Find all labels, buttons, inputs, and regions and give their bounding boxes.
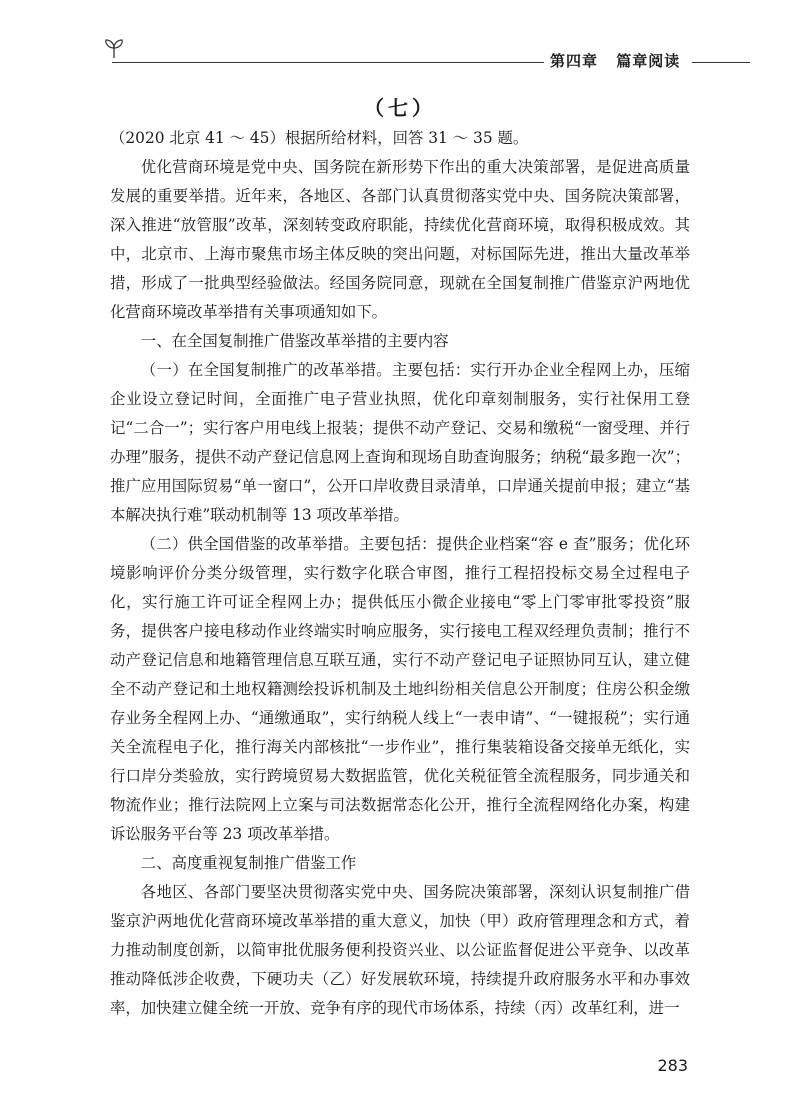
source-note: （2020 北京 41 ～ 45）根据所给材料，回答 31 ～ 35 题。 bbox=[110, 129, 529, 147]
paragraph: 各地区、各部门要坚决贯彻落实党中央、国务院决策部署，深刻认识复制推广借鉴京沪两地优化营商环境改革举措的重大意义，加快（甲）政府管理理念和方式，着力推动制度创新，以简审批优服务便利投资兴业、以公证监督促进公平竞争、以改革推动降低涉企收费，下硬功夫（乙）好发展软环境，持续提升政府服务水平和办事效率，加快建立健全统一开放、竞争有序的现代市场体系，持续（丙）改革红利，进一 bbox=[110, 883, 690, 1017]
section-title: （七） bbox=[364, 96, 436, 120]
heading-1: 一、在全国复制推广借鉴改革举措的主要内容 bbox=[140, 332, 449, 350]
paragraph: （二）供全国借鉴的改革举措。主要包括：提供企业档案“容 e 查”服务；优化环境影响评价分类分级管理，实行数字化联合审图，推行工程招投标交易全过程电子化，实行施工许可证全程网上办；提供低压小微企业接电“零上门零审批零投资”服务，提供客户接电移动作业终端实时响应服务，实行接电工程双经理负责制；推行不动产登记信息和地籍管理信息互联互通，实行不动产登记电子证照协同互认，建立健全不动产登记和土地权籍测绘投诉机制及土地纠纷相关信息公开制度；住房公积金缴存业务全程网上办、“通缴通取”，实行纳税人线上“一表申请”、“一键报税”；实行通关全流程电子化，推行海关内部核批“一步作业”，推行集装箱设备交接单无纸化，实行口岸分类验放，实行跨境贸易大数据监管，优化关税征管全流程服务，同步通关和物流作业；推行法院网上立案与司法数据常态化公开，推行全流程网络化办案，构建诉讼服务平台等 23 项改革举措。 bbox=[110, 535, 690, 843]
header-rule-left bbox=[112, 62, 544, 63]
heading-2: 二、高度重视复制推广借鉴工作 bbox=[140, 854, 357, 872]
running-header bbox=[550, 50, 680, 71]
chapter-title: 篇章阅读 bbox=[616, 52, 681, 70]
paragraph: （一）在全国复制推广的改革举措。主要包括：实行开办企业全程网上办，压缩企业设立登记时间，全面推广电子营业执照，优化印章刻制服务，实行社保用工登记“二合一”；实行客户用电线上报装；提供不动产登记、交易和缴税“一窗受理、并行办理”服务，提供不动产登记信息网上查询和现场自助查询服务；纳税“最多跑一次”；推广应用国际贸易“单一窗口”，公开口岸收费目录清单，口岸通关提前申报；建立“基本解决执行难”联动机制等 13 项改革举措。 bbox=[110, 361, 690, 524]
paragraph: 优化营商环境是党中央、国务院在新形势下作出的重大决策部署，是促进高质量发展的重要举措。近年来，各地区、各部门认真贯彻落实党中央、国务院决策部署，深入推进“放管服”改革，深刻转变政府职能，持续优化营商环境，取得积极成效。其中，北京市、上海市聚焦市场主体反映的突出问题，对标国际先进，推出大量改革举措，形成了一批典型经验做法。经国务院同意，现就在全国复制推广借鉴京沪两地优化营商环境改革举措有关事项通知如下。 bbox=[110, 158, 690, 321]
body-text bbox=[110, 124, 690, 1023]
header-rule-right bbox=[692, 62, 750, 63]
page-number: 283 bbox=[657, 1056, 688, 1075]
chapter-label: 第四章 bbox=[550, 52, 599, 70]
sprout-icon bbox=[102, 36, 126, 60]
